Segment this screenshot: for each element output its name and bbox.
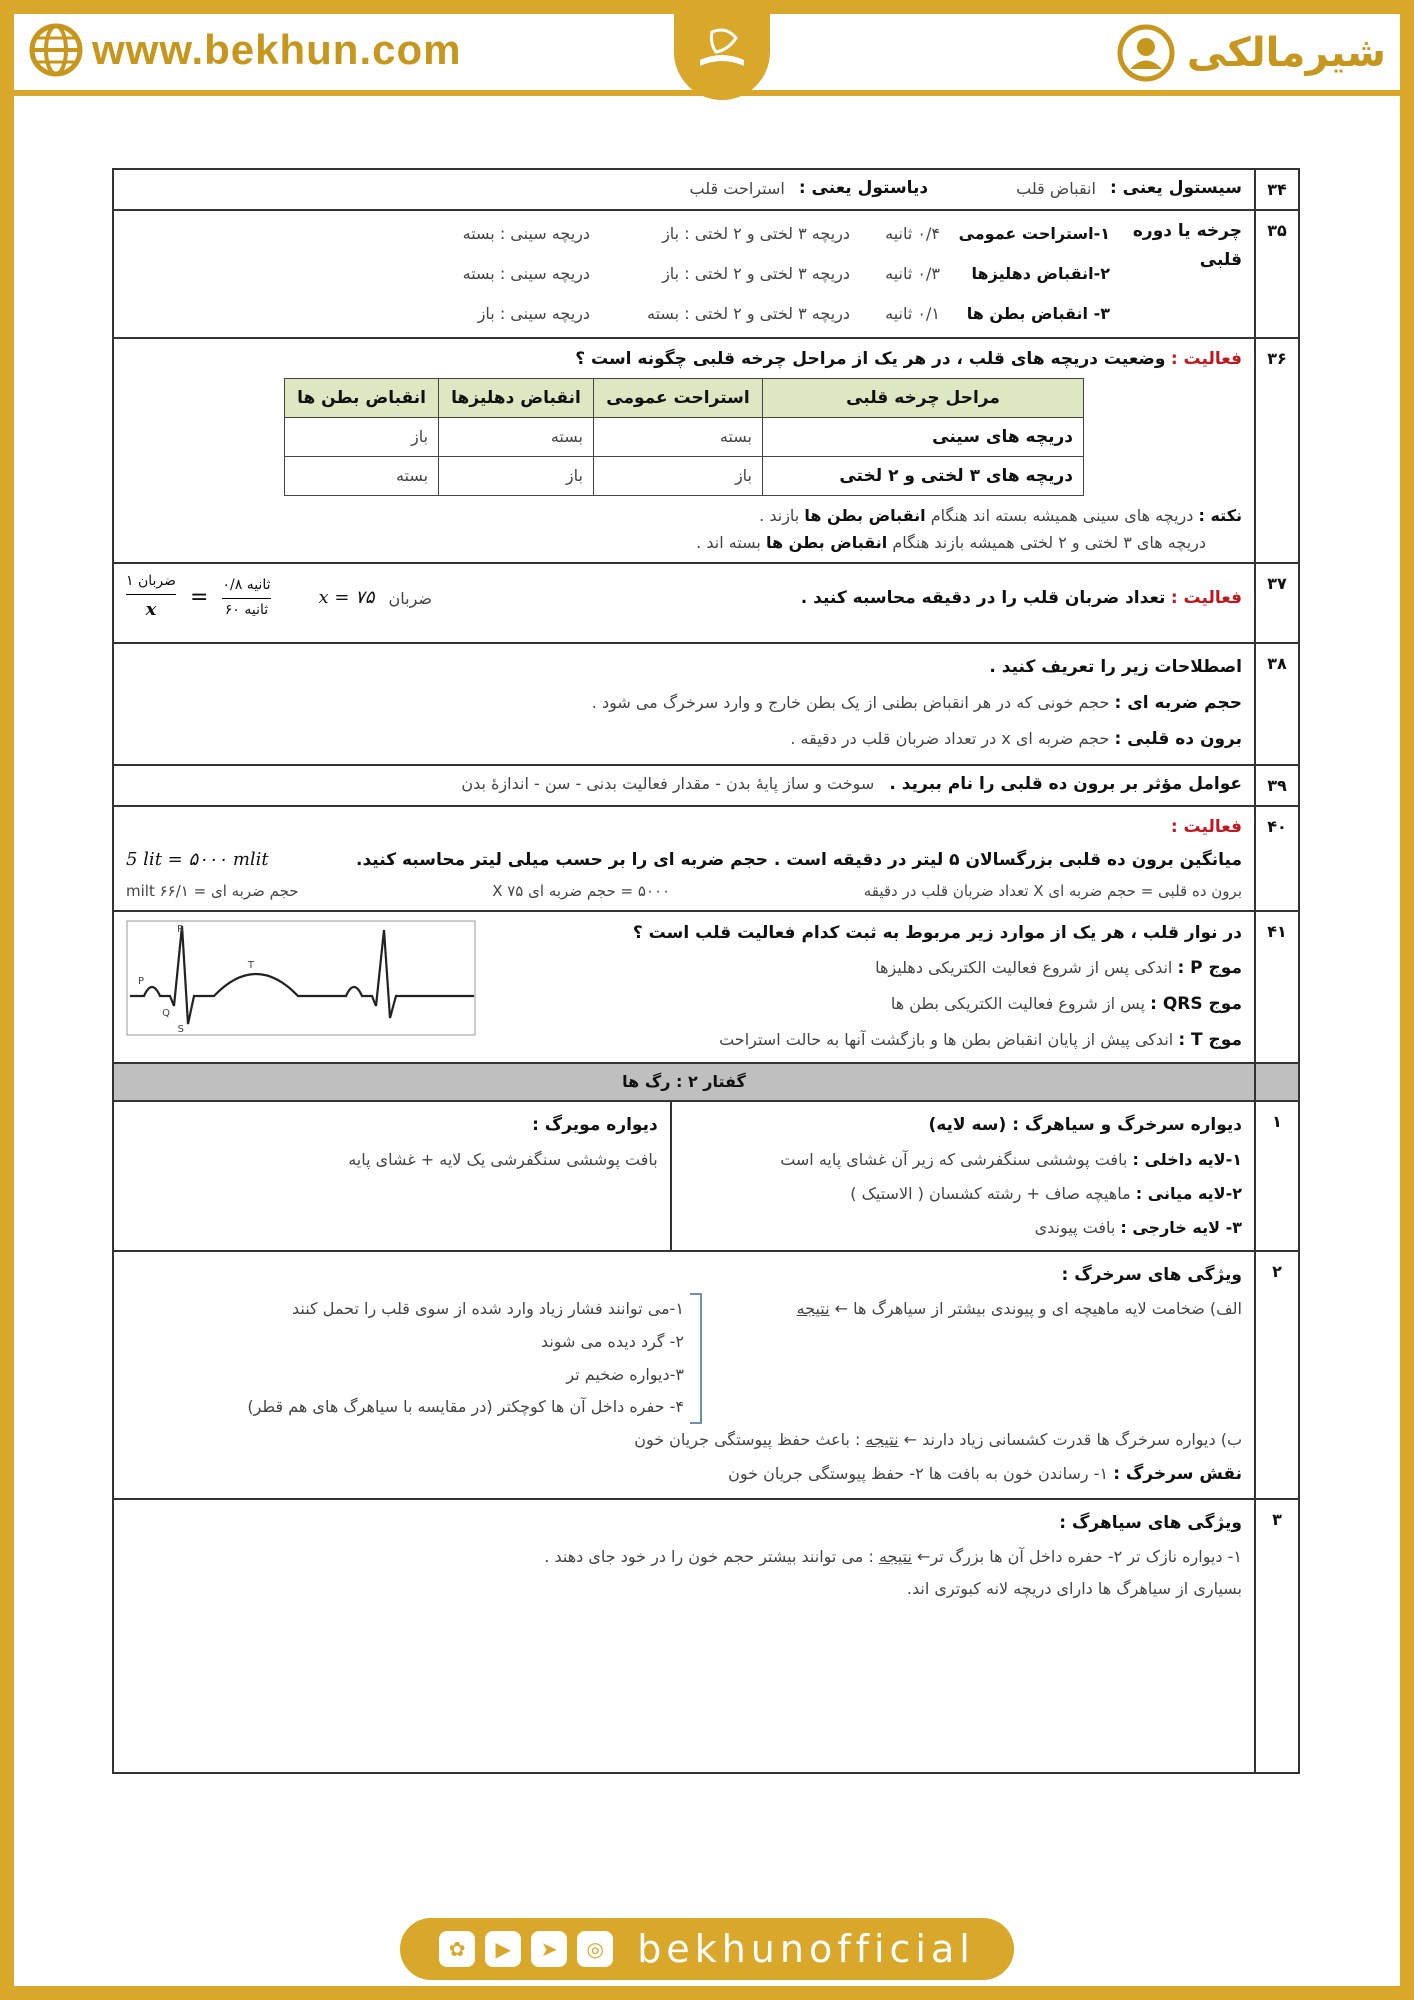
capillary-wall	[114, 1102, 670, 1250]
row-header-cell: دریچه های ۳ لختی و ۲ لختی	[763, 457, 1084, 496]
activity-label: فعالیت :	[1170, 816, 1242, 837]
row-number: ۴۰	[1255, 806, 1299, 911]
fraction-seconds	[222, 574, 270, 623]
brand-logo	[674, 0, 770, 100]
table-row	[285, 457, 1084, 496]
av-valve-state: دریچه ۳ لختی و ۲ لختی : بسته	[647, 304, 850, 324]
result-unit: ضربان	[388, 588, 433, 608]
header-cell: انقباض بطن ها	[285, 379, 439, 418]
worksheet-table	[112, 168, 1300, 1774]
header-cell: استراحت عمومی	[593, 379, 762, 418]
content-area	[112, 168, 1300, 1872]
layer-value: ماهیچه صاف + رشته کشسان ( الاستیک )	[850, 1183, 1131, 1203]
term-definition: حجم ضربه ای x در تعداد ضربان قلب در دقیقه .	[790, 728, 1110, 748]
phase-name: ۱-استراحت عمومی	[958, 224, 1110, 244]
wave-label: موج QRS :	[1150, 994, 1242, 1015]
row-35	[113, 210, 1299, 338]
row-number: ۳۶	[1255, 338, 1299, 563]
layer-label: ۱-لایه داخلی :	[1132, 1150, 1242, 1170]
result-item: ۱-می توانند فشار زیاد وارد شده از سوی قلب را تحمل کنند	[292, 1298, 684, 1318]
activity-question: میانگین برون ده قلبی بزرگسالان ۵ لیتر در دقیقه است . حجم ضربه ای را بر حسب میلی لیتر محاسبه کنید.	[356, 849, 1242, 870]
note-text: دریچه های سینی همیشه بسته اند هنگام	[930, 506, 1194, 526]
instagram-icon[interactable]: ◎	[577, 1931, 613, 1967]
telegram-icon[interactable]: ➤	[531, 1931, 567, 1967]
question-text: در نوار قلب ، هر یک از موارد زیر مربوط به ثبت کدام فعالیت قلب است ؟	[632, 922, 1242, 943]
row-number: ۳۸	[1255, 643, 1299, 764]
result-list	[247, 1293, 684, 1424]
row-36	[113, 338, 1299, 563]
layer-value: بافت پوششی سنگفرشی که زیر آن غشای پایه است	[780, 1150, 1128, 1170]
user-icon	[1117, 24, 1175, 82]
artery-vein-wall	[670, 1102, 1254, 1250]
note-line-1	[126, 502, 1242, 529]
diastole-value: استراحت قلب	[689, 178, 785, 198]
result-word: نتیجه	[865, 1430, 899, 1450]
artery-features-title: ویژگی های سرخرگ :	[1061, 1265, 1242, 1286]
ecg-label-t: T	[247, 959, 254, 971]
feature-b: ب) دیواره سرخرگ ها قدرت کشسانی زیاد دارند ←	[903, 1430, 1242, 1450]
term-label: برون ده قلبی :	[1114, 728, 1242, 749]
phase-time: ۰/۴ ثانیه	[885, 224, 940, 244]
systole-label: سیستول یعنی :	[1109, 178, 1242, 198]
row-40	[113, 806, 1299, 911]
header-cell: مراحل چرخه قلبی	[763, 379, 1084, 418]
note-emphasis: انقباض بطن ها	[765, 533, 888, 553]
row-header-cell: دریچه های سینی	[763, 418, 1084, 457]
author-brand	[1117, 24, 1386, 82]
fraction-numerator: ۱ ضربان	[126, 573, 177, 590]
result-word: نتیجه	[796, 1298, 830, 1318]
vein-feature: ۱- دیواره نازک تر ۲- حفره داخل آن ها بزرگ تر←	[917, 1546, 1242, 1566]
row-34	[113, 169, 1299, 210]
cardiac-cycle-title: چرخه یا دوره قلبی	[1132, 221, 1242, 271]
note-text: بسته اند .	[696, 533, 761, 553]
phase-row	[126, 297, 1110, 331]
phase-time: ۰/۱ ثانیه	[885, 304, 940, 324]
note-line-2	[126, 529, 1242, 556]
layer-value: بافت پیوندی	[1034, 1217, 1116, 1237]
section-row	[113, 1063, 1299, 1100]
ecg-label-s: S	[177, 1023, 184, 1035]
role-label: نقش سرخرگ :	[1113, 1463, 1242, 1484]
formula-text: برون ده قلبی = حجم ضربه ای X تعداد ضربان قلب در دقیقه	[863, 882, 1242, 901]
layer-label: ۳- لایه خارجی :	[1120, 1217, 1242, 1237]
row-number: ۳	[1255, 1499, 1299, 1773]
book-logo-icon	[692, 20, 752, 80]
wall-value: بافت پوششی سنگفرشی یک لایه + غشای پایه	[348, 1150, 658, 1170]
vessel-row-2	[113, 1251, 1299, 1499]
vessel-row-1	[113, 1101, 1299, 1251]
vessel-row-3	[113, 1499, 1299, 1773]
note-label: نکته :	[1198, 506, 1242, 526]
result-word: نتیجه	[878, 1546, 912, 1566]
author-name: شیرمالکی	[1186, 30, 1386, 76]
wall-title: دیواره مویرگ :	[532, 1114, 658, 1135]
wave-description: پس از شروع فعالیت الکتریکی بطن ها	[890, 994, 1146, 1014]
calc-text: ۵۰۰۰ = حجم ضربه ای X ۷۵	[492, 882, 671, 901]
section-title: گفتار ۲ : رگ ها	[113, 1063, 1255, 1100]
phase-time: ۰/۳ ثانیه	[885, 264, 940, 284]
wave-description: اندکی پس از شروع فعالیت الکتریکی دهلیزها	[875, 958, 1173, 978]
note-text: بازند .	[759, 506, 800, 526]
activity-label: فعالیت :	[1170, 349, 1242, 370]
header-cell: انقباض دهلیزها	[439, 379, 594, 418]
activity-question: وضعیت دریچه های قلب ، در هر یک از مراحل چرخه قلبی چگونه است ؟	[575, 349, 1166, 370]
equals-sign: =	[190, 585, 209, 611]
youtube-icon[interactable]: ▶	[485, 1931, 521, 1967]
row-41	[113, 911, 1299, 1064]
term-label: حجم ضربه ای :	[1114, 693, 1242, 714]
answer-text: سوخت و ساز پایهٔ بدن - مقدار فعالیت بدنی - سن - اندازهٔ بدن	[461, 773, 875, 793]
ecg-label-q: Q	[162, 1007, 170, 1019]
diastole-label: دیاستول یعنی :	[798, 178, 929, 198]
table-cell: بسته	[593, 418, 762, 457]
row-38	[113, 643, 1299, 764]
website-text: www.bekhun.com	[92, 26, 462, 73]
av-valve-state: دریچه ۳ لختی و ۲ لختی : باز	[662, 224, 850, 244]
result-item: ۴- حفره داخل آن ها کوچکتر (در مقایسه با سیاهرگ های هم قطر)	[247, 1397, 684, 1417]
question-text: اصطلاحات زیر را تعریف کنید .	[989, 657, 1242, 678]
table-cell: بسته	[439, 418, 594, 457]
semilunar-valve-state: دریچه سینی : بسته	[462, 264, 590, 284]
table-row	[285, 418, 1084, 457]
av-valve-state: دریچه ۳ لختی و ۲ لختی : باز	[662, 264, 850, 284]
role-value: ۱- رساندن خون به بافت ها ۲- حفظ پیوستگی جریان خون	[728, 1463, 1109, 1483]
row-number: ۳۵	[1255, 210, 1299, 338]
heart-rate-calc	[126, 570, 432, 625]
phase-name: ۳- انقباض بطن ها	[966, 304, 1110, 324]
aparat-icon[interactable]: ✿	[439, 1931, 475, 1967]
term-definition: حجم خونی که در هر انقباض بطنی از یک بطن خارج و وارد سرخرگ می شود .	[591, 693, 1110, 713]
question-text: عوامل مؤثر بر برون ده قلبی را نام ببرید .	[889, 773, 1242, 794]
fraction-denominator: x	[145, 599, 157, 621]
phase-row	[126, 217, 1110, 251]
result-item: ۲- گرد دیده می شوند	[540, 1331, 684, 1351]
wave-description: اندکی پیش از پایان انقباض بطن ها و بازگشت آنها به حالت استراحت	[719, 1029, 1174, 1049]
activity-label: فعالیت :	[1170, 587, 1242, 608]
row-number: ۱	[1255, 1101, 1299, 1251]
fraction-numerator: ۰/۸ ثانیه	[222, 576, 271, 593]
feature-b-value: : باعث حفظ پیوستگی جریان خون	[634, 1430, 861, 1450]
result-item: ۳-دیواره ضخیم تر	[566, 1364, 684, 1384]
vein-feature-result: : می توانند بیشتر حجم خون را در خود جای دهند .	[544, 1546, 874, 1566]
social-footer	[400, 1918, 1014, 1980]
website-link[interactable]	[28, 22, 461, 78]
row-number: ۳۹	[1255, 765, 1299, 806]
vein-features-title: ویژگی های سیاهرگ :	[1059, 1512, 1242, 1533]
table-cell: باز	[439, 457, 594, 496]
fraction-beats	[126, 570, 176, 625]
ecg-diagram	[126, 920, 476, 1036]
result-text: حجم ضربه ای = ۶۶/۱ milt	[126, 882, 299, 901]
phase-name: ۲-انقباض دهلیزها	[971, 264, 1110, 284]
layer-label: ۲-لایه میانی :	[1135, 1183, 1242, 1203]
calc-result: x = ۷۵	[318, 586, 375, 608]
semilunar-valve-state: دریچه سینی : باز	[477, 304, 590, 324]
note-text: دریچه های ۳ لختی و ۲ لختی همیشه بازند هنگام	[892, 533, 1206, 553]
activity-question: تعداد ضربان قلب را در دقیقه محاسبه کنید .	[800, 587, 1166, 608]
fraction-denominator: ۶۰ ثانیه	[224, 601, 269, 618]
feature-a: الف) ضخامت لایه ماهیچه ای و پیوندی بیشتر از سیاهرگ ها ←	[834, 1298, 1242, 1318]
table-cell: بسته	[285, 457, 439, 496]
cycle-phases	[126, 217, 1110, 331]
wave-label: موج P :	[1177, 958, 1242, 979]
row-number: ۳۴	[1255, 169, 1299, 210]
bracket-icon	[690, 1293, 702, 1424]
row-number: ۳۷	[1255, 563, 1299, 643]
note-emphasis: انقباض بطن ها	[804, 506, 926, 526]
vein-valve-note: بسیاری از سیاهرگ ها دارای دریچه لانه کبوتری اند.	[906, 1579, 1242, 1599]
ecg-label-r: R	[177, 923, 184, 935]
phase-row	[126, 257, 1110, 291]
social-handle[interactable]: bekhunofficial	[637, 1927, 975, 1971]
valve-state-table	[284, 378, 1084, 496]
wall-title: دیواره سرخرگ و سیاهرگ : (سه لایه)	[928, 1114, 1242, 1135]
row-number: ۴۱	[1255, 911, 1299, 1064]
table-header-row	[285, 379, 1084, 418]
row-number: ۲	[1255, 1251, 1299, 1499]
systole-value: انقباض قلب	[1016, 178, 1096, 198]
semilunar-valve-state: دریچه سینی : بسته	[462, 224, 590, 244]
row-39	[113, 765, 1299, 806]
table-cell: باز	[593, 457, 762, 496]
ecg-label-p: P	[137, 975, 144, 987]
table-cell: باز	[285, 418, 439, 457]
globe-icon	[28, 22, 84, 78]
unit-conversion: 5 lit = ۵۰۰۰ mlit	[126, 849, 269, 870]
top-header	[14, 14, 1400, 96]
wave-label: موج T :	[1178, 1029, 1242, 1050]
row-37	[113, 563, 1299, 643]
